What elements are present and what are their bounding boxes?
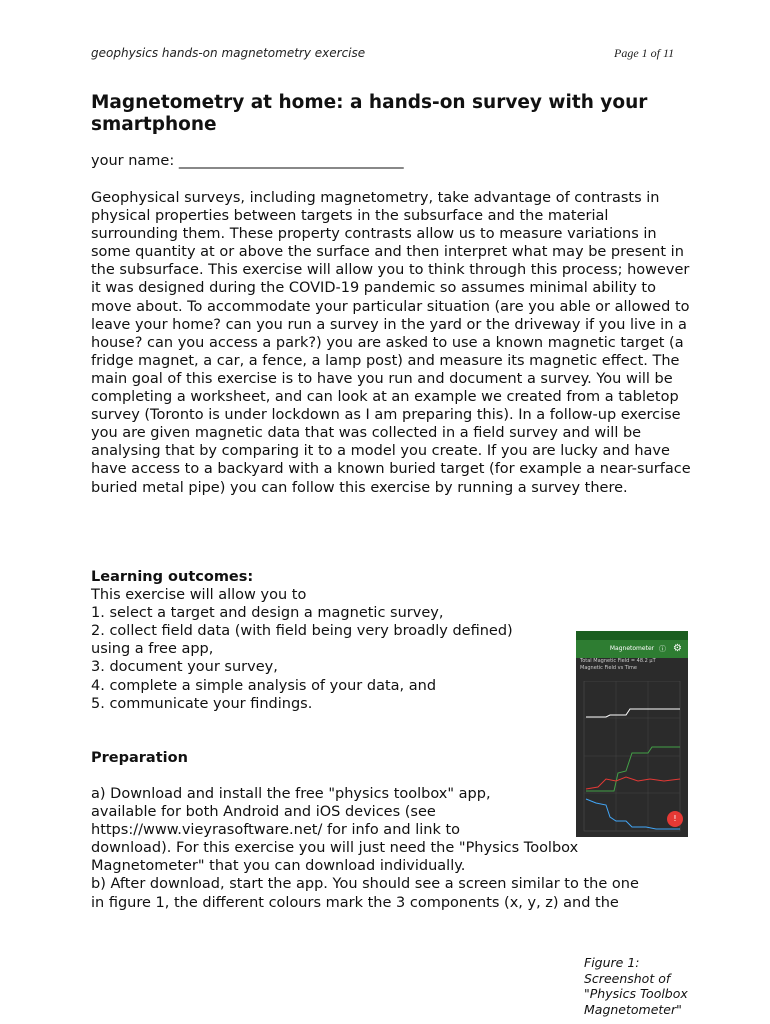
page-number: Page 1 of 11 xyxy=(614,46,675,60)
preparation-line: Magnetometer" that you can download individually. xyxy=(91,858,466,875)
learning-outcomes-lead: This exercise will allow you to xyxy=(91,587,307,604)
document-title: Magnetometry at home: a hands-on survey with your smartphone xyxy=(91,92,648,135)
figure-caption xyxy=(584,955,704,1017)
page-header-title: geophysics hands-on magnetometry exercise xyxy=(91,46,366,60)
intro-paragraph: Geophysical surveys, including magnetometry, take advantage of contrasts in physical properties between targets in the subsurface and the material surrounding them. These property contrasts allow us to measure variations in some quantity at or above the surface and then interpret what may be present in the subsurface. This exercise will allow you to think through this process; however it was designed during the COVID-19 pandemic so assumes minimal ability to move about. To accommodate your particular situation (are you able or allowed to leave your home? can you run a survey in the yard or the driveway if you live in a house? can you access a park?) you are asked to use a known magnetic target (a fridge magnet, a car, a fence, a lamp post) and measure its magnetic effect. The main goal of this exercise is to have you run and document a survey. You will be completing a worksheet, and can look at an example we created from a tabletop survey (Toronto is under lockdown as I am preparing this). In a follow-up exercise you are given magnetic data that was collected in a field survey and will be analysing that by comparing it to a model you create. If you are lucky and have have access to a backyard with a known buried target (for example a near-surface buried metal pipe) you can follow this exercise by running a survey there. xyxy=(91,190,691,496)
list-item: using a free app, xyxy=(91,641,214,658)
gear-icon: ⚙ xyxy=(673,643,682,654)
preparation-line: a) Download and install the free "physics toolbox" app, xyxy=(91,786,491,802)
record-button[interactable]: ! xyxy=(667,811,683,827)
caption-line: Figure 1: xyxy=(584,955,640,970)
preparation-line: download). For this exercise you will just need the "Physics Toolbox xyxy=(91,840,579,857)
list-item: 1. select a target and design a magnetic survey, xyxy=(91,605,444,622)
caption-line: Magnetometer" xyxy=(584,1001,682,1017)
preparation-line: b) After download, start the app. You should see a screen similar to the one xyxy=(91,876,639,893)
learning-outcomes-heading: Learning outcomes: xyxy=(91,569,254,585)
app-title-bar xyxy=(576,640,688,658)
plot-title: Magnetic Field vs Time xyxy=(580,665,638,671)
phone-status-bar xyxy=(576,631,688,640)
app-screenshot-figure xyxy=(576,631,688,837)
preparation-heading: Preparation xyxy=(91,750,188,766)
list-item: 5. communicate your findings. xyxy=(91,695,313,712)
caption-line: Screenshot of xyxy=(584,970,671,986)
list-item: 4. complete a simple analysis of your data, and xyxy=(91,677,437,694)
info-icon: ⓘ xyxy=(659,645,666,653)
name-field-line: your name: _______________________________ xyxy=(91,153,404,169)
preparation-line: available for both Android and iOS devices (see xyxy=(91,804,436,821)
caption-line: "Physics Toolbox xyxy=(584,986,688,1001)
preparation-line: https://www.vieyrasoftware.net/ for info and link to xyxy=(91,822,461,839)
learning-outcomes-section xyxy=(91,568,561,713)
preparation-line: in figure 1, the different colours mark the 3 components (x, y, z) and the xyxy=(91,894,619,911)
app-title: Magnetometer xyxy=(609,645,655,652)
list-item: 2. collect field data (with field being very broadly defined) xyxy=(91,623,513,640)
total-field-readout: Total Magnetic Field = 48.2 µT xyxy=(580,658,656,664)
list-item: 3. document your survey, xyxy=(91,659,278,676)
